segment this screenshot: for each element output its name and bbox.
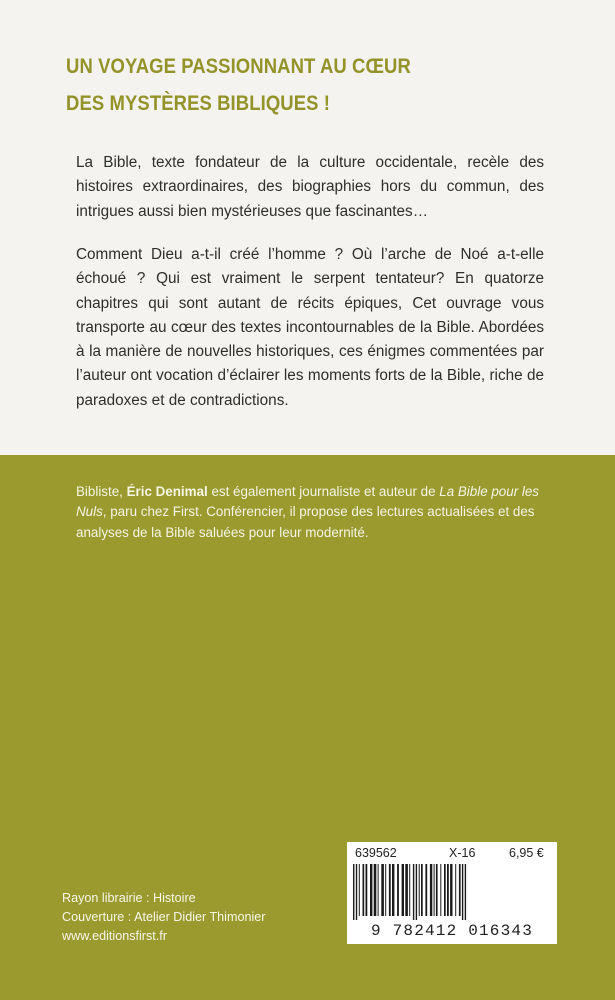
book-title: La Bible pour les Nuls [76,484,539,520]
credits-block [62,889,265,947]
barcode-bar [381,864,384,916]
bio-suffix: , paru chez First. Conférencier, il propose des lectures actualisées et des analyses de la Bible saluées pour leur modernité. [76,504,535,540]
barcode-bar [405,864,408,916]
barcode-bar [444,864,446,916]
author-name: Éric Denimal [126,484,208,499]
barcode-bar [455,864,456,916]
barcode-bar [356,864,357,920]
barcode-bar [370,864,372,916]
barcode-bar [421,864,423,916]
barcode-bar [385,864,386,916]
bio-prefix: Bibliste, [76,484,127,499]
headline [66,48,496,122]
isbn-digits: 9 782412 016343 [370,922,534,940]
barcode-bar [366,864,368,916]
barcode-bar [440,864,441,916]
barcode-bar [402,864,404,916]
barcode-header [347,846,557,860]
barcode-bar [392,864,394,916]
summary-paragraph: Comment Dieu a-t-il créé l’homme ? Où l’arche de Noé a-t-elle échoué ? Qui est vraiment le serpent tentateur? En quatorze chapitres qui sont autant de récits épiques, Cet ouvrage vous transporte au cœur des textes incontournables de la Bible. Abordées à la manière de nouvelles historiques, ces énigmes commentées par l’auteur ont vocation d’éclairer les moments forts de la Bible, riche de paradoxes et de contradictions. [76,246,544,409]
barcode-bar [374,864,377,916]
barcode-bar [397,864,399,916]
barcode-bar [447,864,449,916]
barcode-bar [436,864,438,916]
headline-line-2: DES MYSTÈRES BIBLIQUES ! [66,91,331,115]
barcode-bar [450,864,452,916]
barcode-bar [430,864,432,916]
barcode-bar [363,864,365,916]
author-bio [76,482,546,543]
barcode-bar [413,864,414,920]
barcode-bar [389,864,391,916]
barcode-bars [351,864,553,920]
barcode-bar [462,864,463,920]
barcode-bar [465,864,466,920]
barcode-bar [425,864,427,916]
bio-middle: est également journaliste et auteur de [207,484,440,499]
barcode-label [347,842,557,944]
series-code: X-16 [449,846,476,860]
product-code: 639562 [355,846,397,860]
barcode-bar [378,864,379,916]
barcode-bar [416,864,417,920]
barcode-bar [353,864,354,920]
rayon-label: Rayon librairie : Histoire [62,891,196,905]
headline-line-1: UN VOYAGE PASSIONNANT AU CŒUR [66,54,411,78]
barcode-bar [359,864,360,916]
barcode-bar [419,864,420,916]
cover-credit: Couverture : Atelier Didier Thimonier [62,910,266,925]
barcode-bar [459,864,461,916]
barcode-bar [409,864,410,916]
intro-paragraph: La Bible, texte fondateur de la culture occidentale, recèle des histoires extraordinaires, des biographies hors du commun, des intrigues aussi bien mystérieuses que fascinantes… [76,154,544,220]
price-label: 6,95 € [509,846,544,860]
barcode-bar [434,864,435,916]
website-link[interactable]: www.editionsfirst.fr [62,929,167,944]
